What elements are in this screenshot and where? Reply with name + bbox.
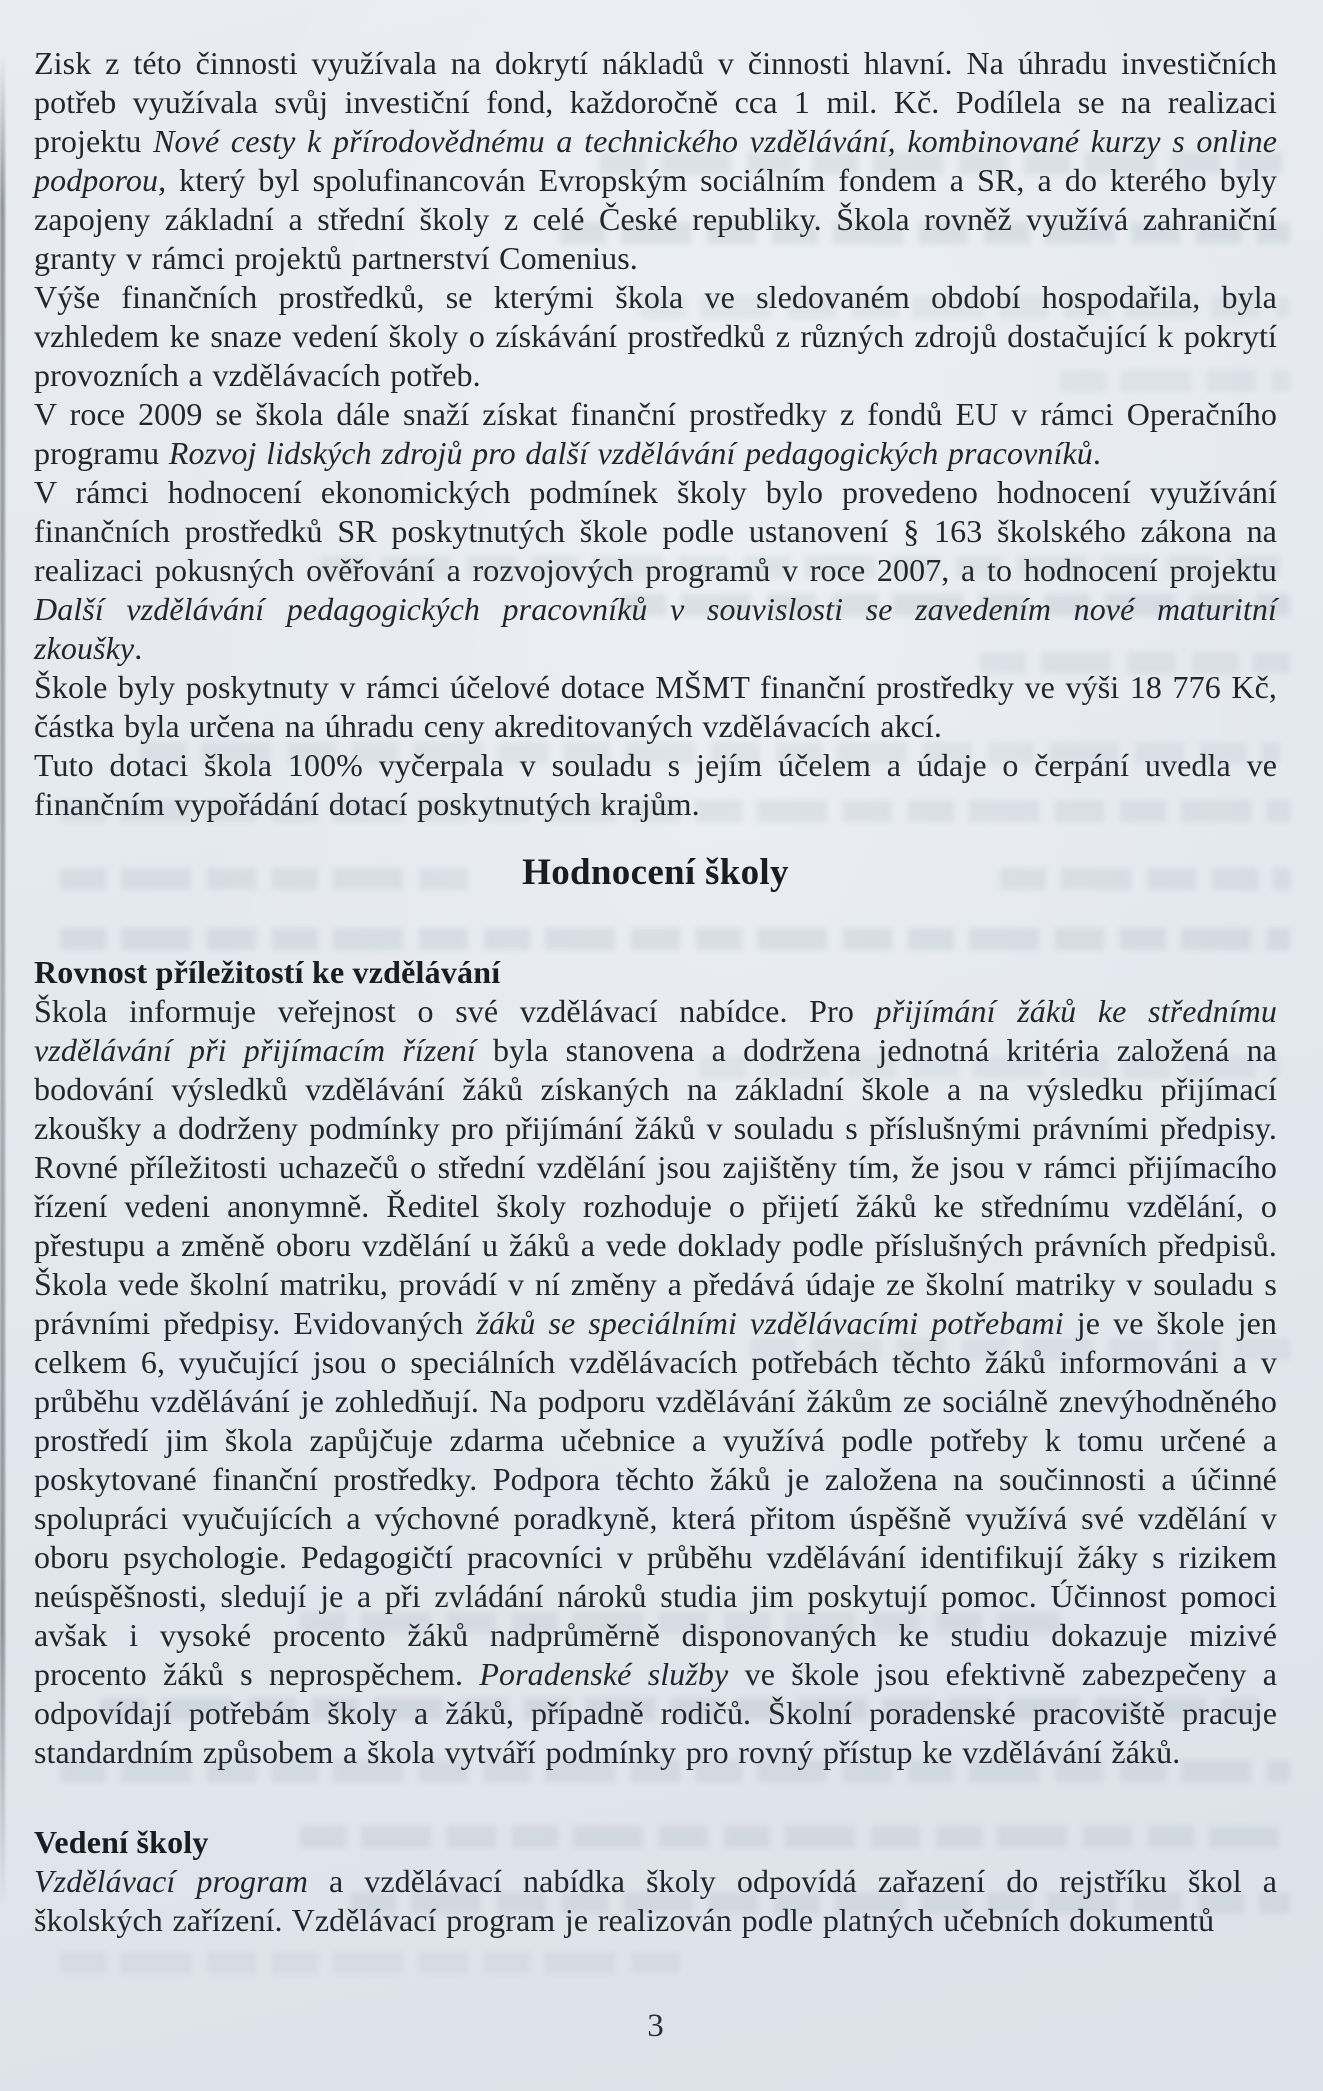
paragraph-profit-use: Zisk z této činnosti využívala na dokrytí nákladů v činnosti hlavní. Na úhradu investičních potřeb využívala svůj investiční fond, každoročně cca 1 mil. Kč. Podílela se na realizaci projektu Nové cesty k přírodovědnému a technického vzdělávání, kombinované kurzy s online podporou, který byl spolufinancován Evropským sociálním fondem a SR, a do kterého byly zapojeny základní a střední školy z celé České republiky. Škola rovněž využívá zahraniční granty v rámci projektů partnerství Comenius.	[34, 45, 1277, 276]
document-body	[34, 44, 1277, 2046]
heading-school-management: Vedení školy	[34, 1824, 209, 1860]
paragraph-funds-amount: Výše finančních prostředků, se kterými škola ve sledovaném období hospodařila, byla vzhledem ke snaze vedení školy o získávání prostředků z různých zdrojů dostačující k pokrytí provozních a vzdělávacích potřeb.	[34, 279, 1277, 393]
paragraph-economic-evaluation: V rámci hodnocení ekonomických podmínek školy bylo provedeno hodnocení využívání finančních prostředků SR poskytnutých škole podle ustanovení § 163 školského zákona na realizaci pokusných ověřování a rozvojových programů v roce 2007, a to hodnocení projektu Další vzdělávání pedagogických pracovníků v souvislosti se zavedením nové maturitní zkoušky.	[34, 474, 1277, 666]
heading-equal-opportunities: Rovnost příležitostí ke vzdělávání	[34, 954, 501, 990]
paragraph-school-management-body: Vzdělávací program a vzdělávací nabídka školy odpovídá zařazení do rejstříku škol a školských zařízení. Vzdělávací program je realizován podle platných učebních dokumentů	[34, 1863, 1277, 1938]
heading-school-evaluation: Hodnocení školy	[522, 852, 789, 893]
paragraph-msmt-grant: Škole byly poskytnuty v rámci účelové dotace MŠMT finanční prostředky ve výši 18 776 Kč, částka byla určena na úhradu ceny akreditovaných vzdělávacích akcí.	[34, 669, 1277, 744]
page-number: 3	[647, 2008, 664, 2044]
paragraph-equal-opportunities-body: Škola informuje veřejnost o své vzdělávací nabídce. Pro přijímání žáků ke střednímu vzdělávání při přijímacím řízení byla stanovena a dodržena jednotná kritéria založená na bodování výsledků vzdělávání žáků získaných na základní škole a na výsledku přijímací zkoušky a dodrženy podmínky pro přijímání žáků v souladu s příslušnými právními předpisy. Rovné příležitosti uchazečů o střední vzdělání jsou zajištěny tím, že jsou v rámci přijímacího řízení vedeni anonymně. Ředitel školy rozhoduje o přijetí žáků ke střednímu vzdělání, o přestupu a změně oboru vzdělání u žáků a vede doklady podle příslušných právních předpisů. Škola vede školní matriku, provádí v ní změny a předává údaje ze školní matriky v souladu s právními předpisy. Evidovaných žáků se speciálními vzdělávacími potřebami je ve škole jen celkem 6, vyučující jsou o speciálních vzdělávacích potřebách těchto žáků informováni a v průběhu vzdělávání je zohledňují. Na podporu vzdělávání žákům ze sociálně znevýhodněného prostředí jim škola zapůjčuje zdarma učebnice a využívá podle potřeby k tomu určené a poskytované finanční prostředky. Podpora těchto žáků je založena na součinnosti a účinné spolupráci vyučujících a výchovné poradkyně, která přitom úspěšně využívá své vzdělání v oboru psychologie. Pedagogičtí pracovníci v průběhu vzdělávání identifikují žáky s rizikem neúspěšnosti, sledují je a při zvládání nároků studia jim poskytují pomoc. Účinnost pomoci avšak i vysoké procento žáků nadprůměrně disponovaných ke studiu dokazuje mizivé procento žáků s neprospěchem. Poradenské služby ve škole jsou efektivně zabezpečeny a odpovídají potřebám školy a žáků, případně rodičů. Školní poradenské pracoviště pracuje standardním způsobem a škola vytváří podmínky pro rovný přístup ke vzdělávání žáků.	[34, 993, 1278, 1770]
paragraph-grant-settlement: Tuto dotaci škola 100% vyčerpala v souladu s jejím účelem a údaje o čerpání uvedla ve finančním vypořádání dotací poskytnutých krajům.	[34, 747, 1277, 822]
scan-edge-artifact	[0, 55, 5, 1905]
paragraph-eu-funds-2009: V roce 2009 se škola dále snaží získat finanční prostředky z fondů EU v rámci Operačního programu Rozvoj lidských zdrojů pro další vzdělávání pedagogických pracovníků.	[34, 396, 1277, 471]
